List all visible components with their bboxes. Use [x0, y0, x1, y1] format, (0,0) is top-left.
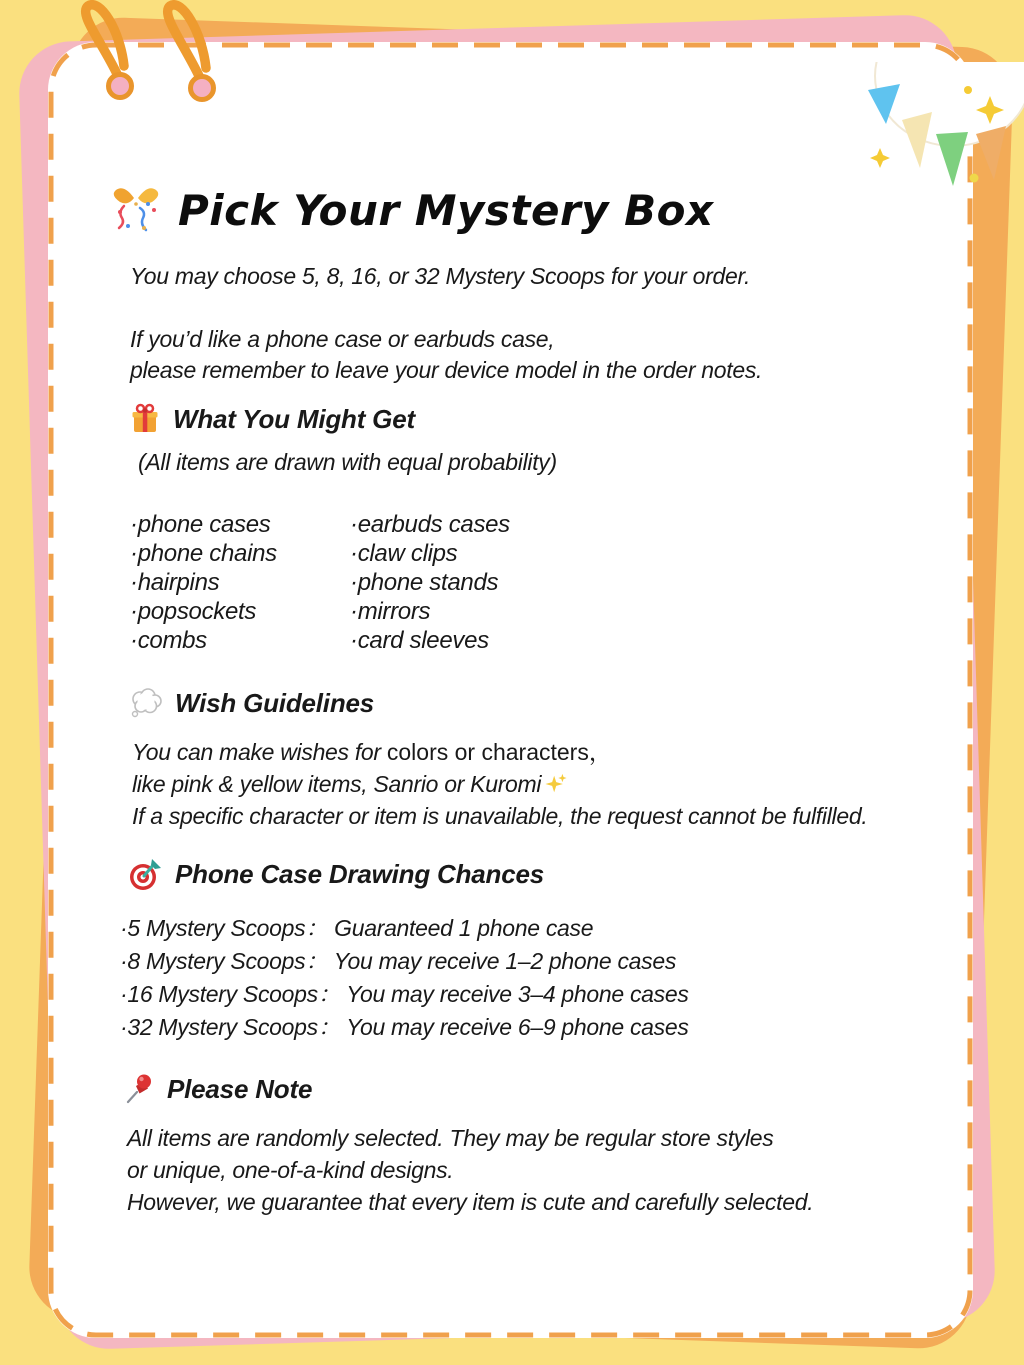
section-what-you-might-get-heading	[128, 402, 415, 436]
section-heading: Phone Case Drawing Chances	[175, 858, 545, 889]
list-item: ·combs	[130, 627, 207, 654]
section-heading: What You Might Get	[173, 403, 415, 434]
flag-green	[936, 132, 968, 186]
page-title-row	[110, 184, 714, 236]
list-item: ·card sleeves	[350, 627, 489, 654]
page-title: Pick Your Mystery Box	[178, 185, 714, 235]
list-item: ·hairpins	[130, 569, 220, 596]
note-line: or unique, one-of-a-kind designs.	[127, 1157, 454, 1183]
section-please-note-heading	[124, 1072, 312, 1106]
note-line: However, we guarantee that every item is cute and carefully selected.	[127, 1189, 814, 1215]
thought-balloon-icon	[128, 687, 164, 719]
wish-line-highlight: colors or characters	[386, 739, 589, 765]
confetti-ball-icon	[110, 184, 162, 236]
chance-item: ·8 Mystery Scoops： You may receive 1–2 phone cases	[120, 948, 677, 974]
gift-icon	[128, 402, 162, 436]
section-heading: Wish Guidelines	[175, 687, 375, 718]
chance-item: ·32 Mystery Scoops： You may receive 6–9 phone cases	[120, 1014, 689, 1040]
section-wish-guidelines-heading	[128, 687, 374, 719]
chance-item: ·5 Mystery Scoops： Guaranteed 1 phone case	[120, 915, 594, 941]
note-line: All items are randomly selected. They may be regular store styles	[127, 1125, 774, 1151]
section-heading: Please Note	[167, 1073, 313, 1104]
wish-line: If a specific character or item is unavailable, the request cannot be fulfilled.	[132, 803, 868, 829]
wish-line-prefix: You can make wishes for	[132, 739, 387, 765]
device-note	[130, 324, 762, 386]
items-column-1	[130, 510, 277, 655]
device-note-line: please remember to leave your device model in the order notes.	[130, 357, 763, 383]
mystery-box-info-card	[48, 42, 973, 1338]
dart-target-icon	[128, 856, 164, 892]
binder-clips-decoration	[60, 0, 260, 120]
flag-orange	[976, 126, 1006, 180]
list-item: ·phone cases	[130, 511, 271, 538]
clip-hole	[109, 75, 132, 98]
list-item: ·phone stands	[350, 569, 499, 596]
sparkle-icon	[870, 148, 890, 168]
device-note-line: If you’d like a phone case or earbuds case,	[130, 326, 555, 352]
list-item: ·earbuds cases	[350, 511, 510, 538]
items-column-2	[350, 510, 510, 655]
wish-guidelines-text	[132, 736, 867, 832]
clip-wire	[86, 5, 124, 76]
chance-item: ·16 Mystery Scoops： You may receive 3–4 phone cases	[120, 981, 689, 1007]
wish-line-comma: ，	[588, 739, 612, 765]
section-drawing-chances-heading	[128, 856, 544, 892]
pushpin-icon	[124, 1072, 156, 1106]
section-subheading: (All items are drawn with equal probability)	[138, 449, 557, 475]
clip-hole	[191, 77, 214, 100]
list-item: ·claw clips	[350, 540, 458, 567]
clip-wire	[168, 5, 206, 78]
wish-line	[132, 736, 867, 768]
wish-line	[132, 768, 867, 800]
please-note-text	[127, 1122, 813, 1218]
list-item: ·phone chains	[130, 540, 277, 567]
list-item: ·mirrors	[350, 598, 431, 625]
sparkles-icon	[545, 773, 567, 795]
bunting-flags-decoration	[838, 62, 1024, 212]
wish-line-text: like pink & yellow items, Sanrio or Kuromi	[132, 771, 542, 797]
list-item: ·popsockets	[130, 598, 257, 625]
confetti-dot	[970, 174, 979, 183]
intro-text: You may choose 5, 8, 16, or 32 Mystery Scoops for your order.	[130, 263, 751, 289]
drawing-chances-list	[120, 912, 689, 1044]
confetti-dot	[964, 86, 972, 94]
